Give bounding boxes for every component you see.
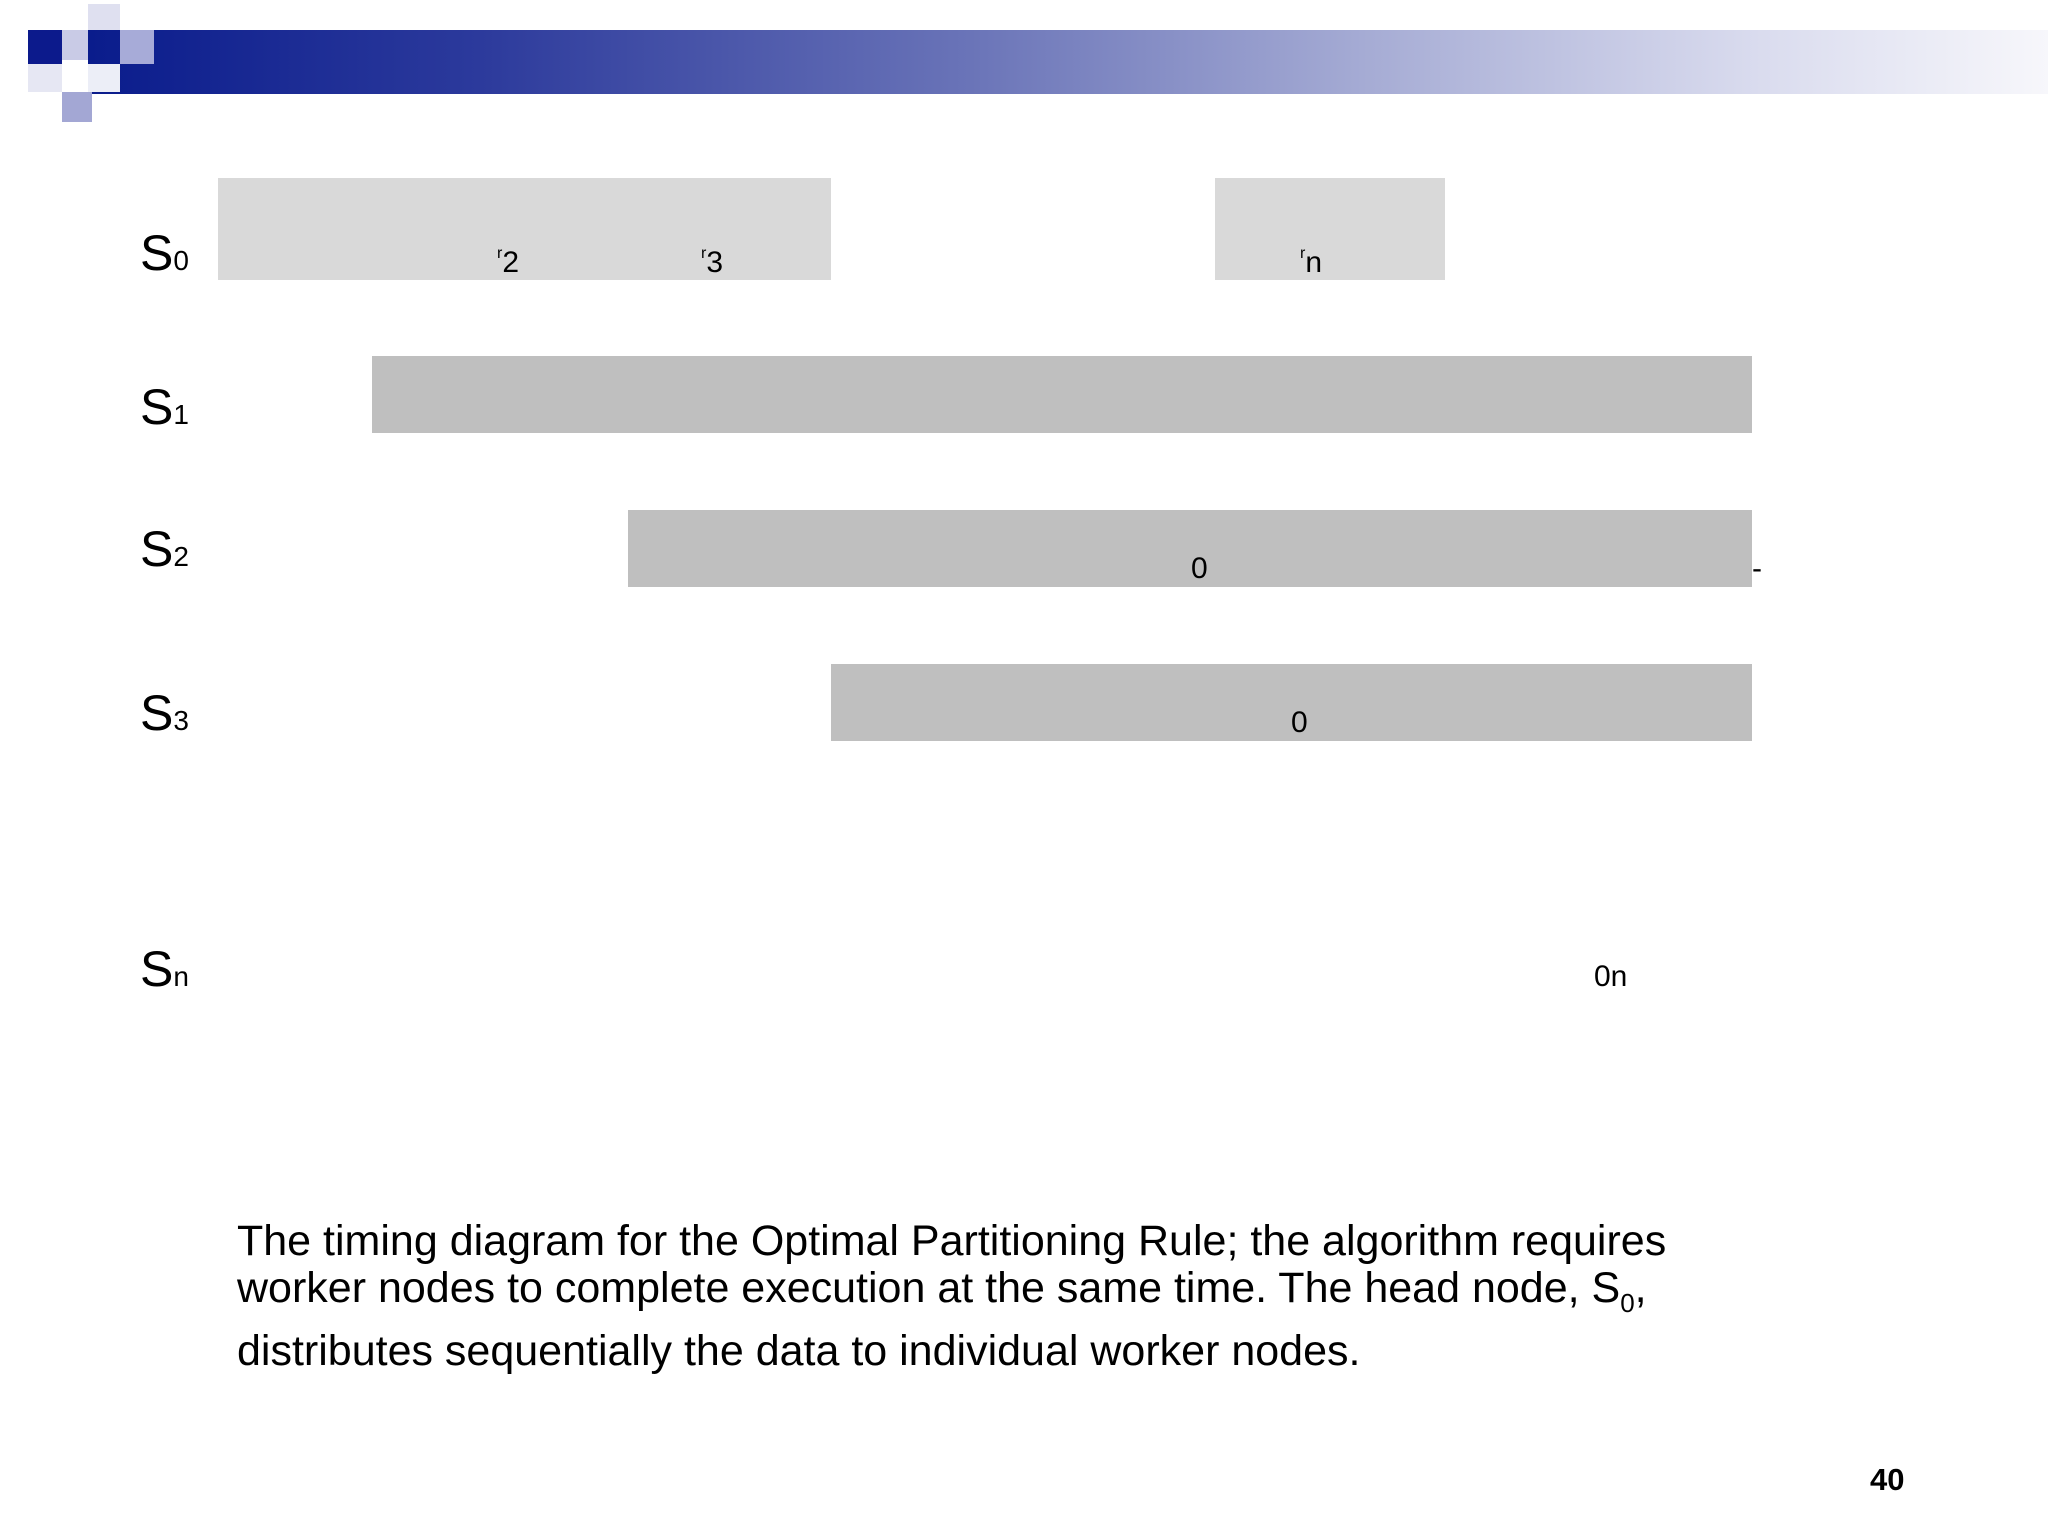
- logo-square: [88, 4, 120, 30]
- logo-square: [62, 92, 92, 122]
- logo-square: [88, 64, 120, 92]
- row-label-s1: S1: [140, 379, 189, 435]
- caption-line-2: worker nodes to complete execution at the same time. The head node, $S_0$,: [237, 1264, 1647, 1319]
- caption-line-3: distributes sequentially the data to individual worker nodes.: [237, 1326, 1361, 1375]
- tick-rn: $^r$n: [1300, 245, 1323, 279]
- row-label-s0: S0: [140, 225, 189, 281]
- s3-mark: 0: [1291, 706, 1308, 739]
- header-gradient-band: [88, 30, 2048, 94]
- row-label-s3: S3: [140, 685, 189, 741]
- page-number: 40: [1870, 1462, 1905, 1497]
- diagram-caption: [237, 1218, 1757, 1375]
- logo-square: [62, 30, 88, 60]
- logo-square: [120, 30, 154, 64]
- s0-distribution-bar: [218, 178, 831, 280]
- s2-mark: 0: [1191, 552, 1208, 585]
- sn-mark: 0n: [1594, 960, 1628, 993]
- tick-r3: $^r$3: [701, 245, 724, 279]
- logo-square: [28, 30, 62, 64]
- s1-execution-bar: [372, 356, 1752, 433]
- row-label-sn: Sn: [140, 941, 189, 997]
- row-label-s2: S2: [140, 521, 189, 577]
- s2-execution-bar: [628, 510, 1752, 587]
- logo-square: [28, 64, 62, 92]
- tick-r2: $^r$2: [497, 245, 520, 279]
- s0-distribution-bar-n: [1215, 178, 1445, 280]
- caption-line-1: The timing diagram for the Optimal Partitioning Rule; the algorithm requires: [237, 1217, 1667, 1265]
- s2-dash-mark: -: [1752, 552, 1762, 585]
